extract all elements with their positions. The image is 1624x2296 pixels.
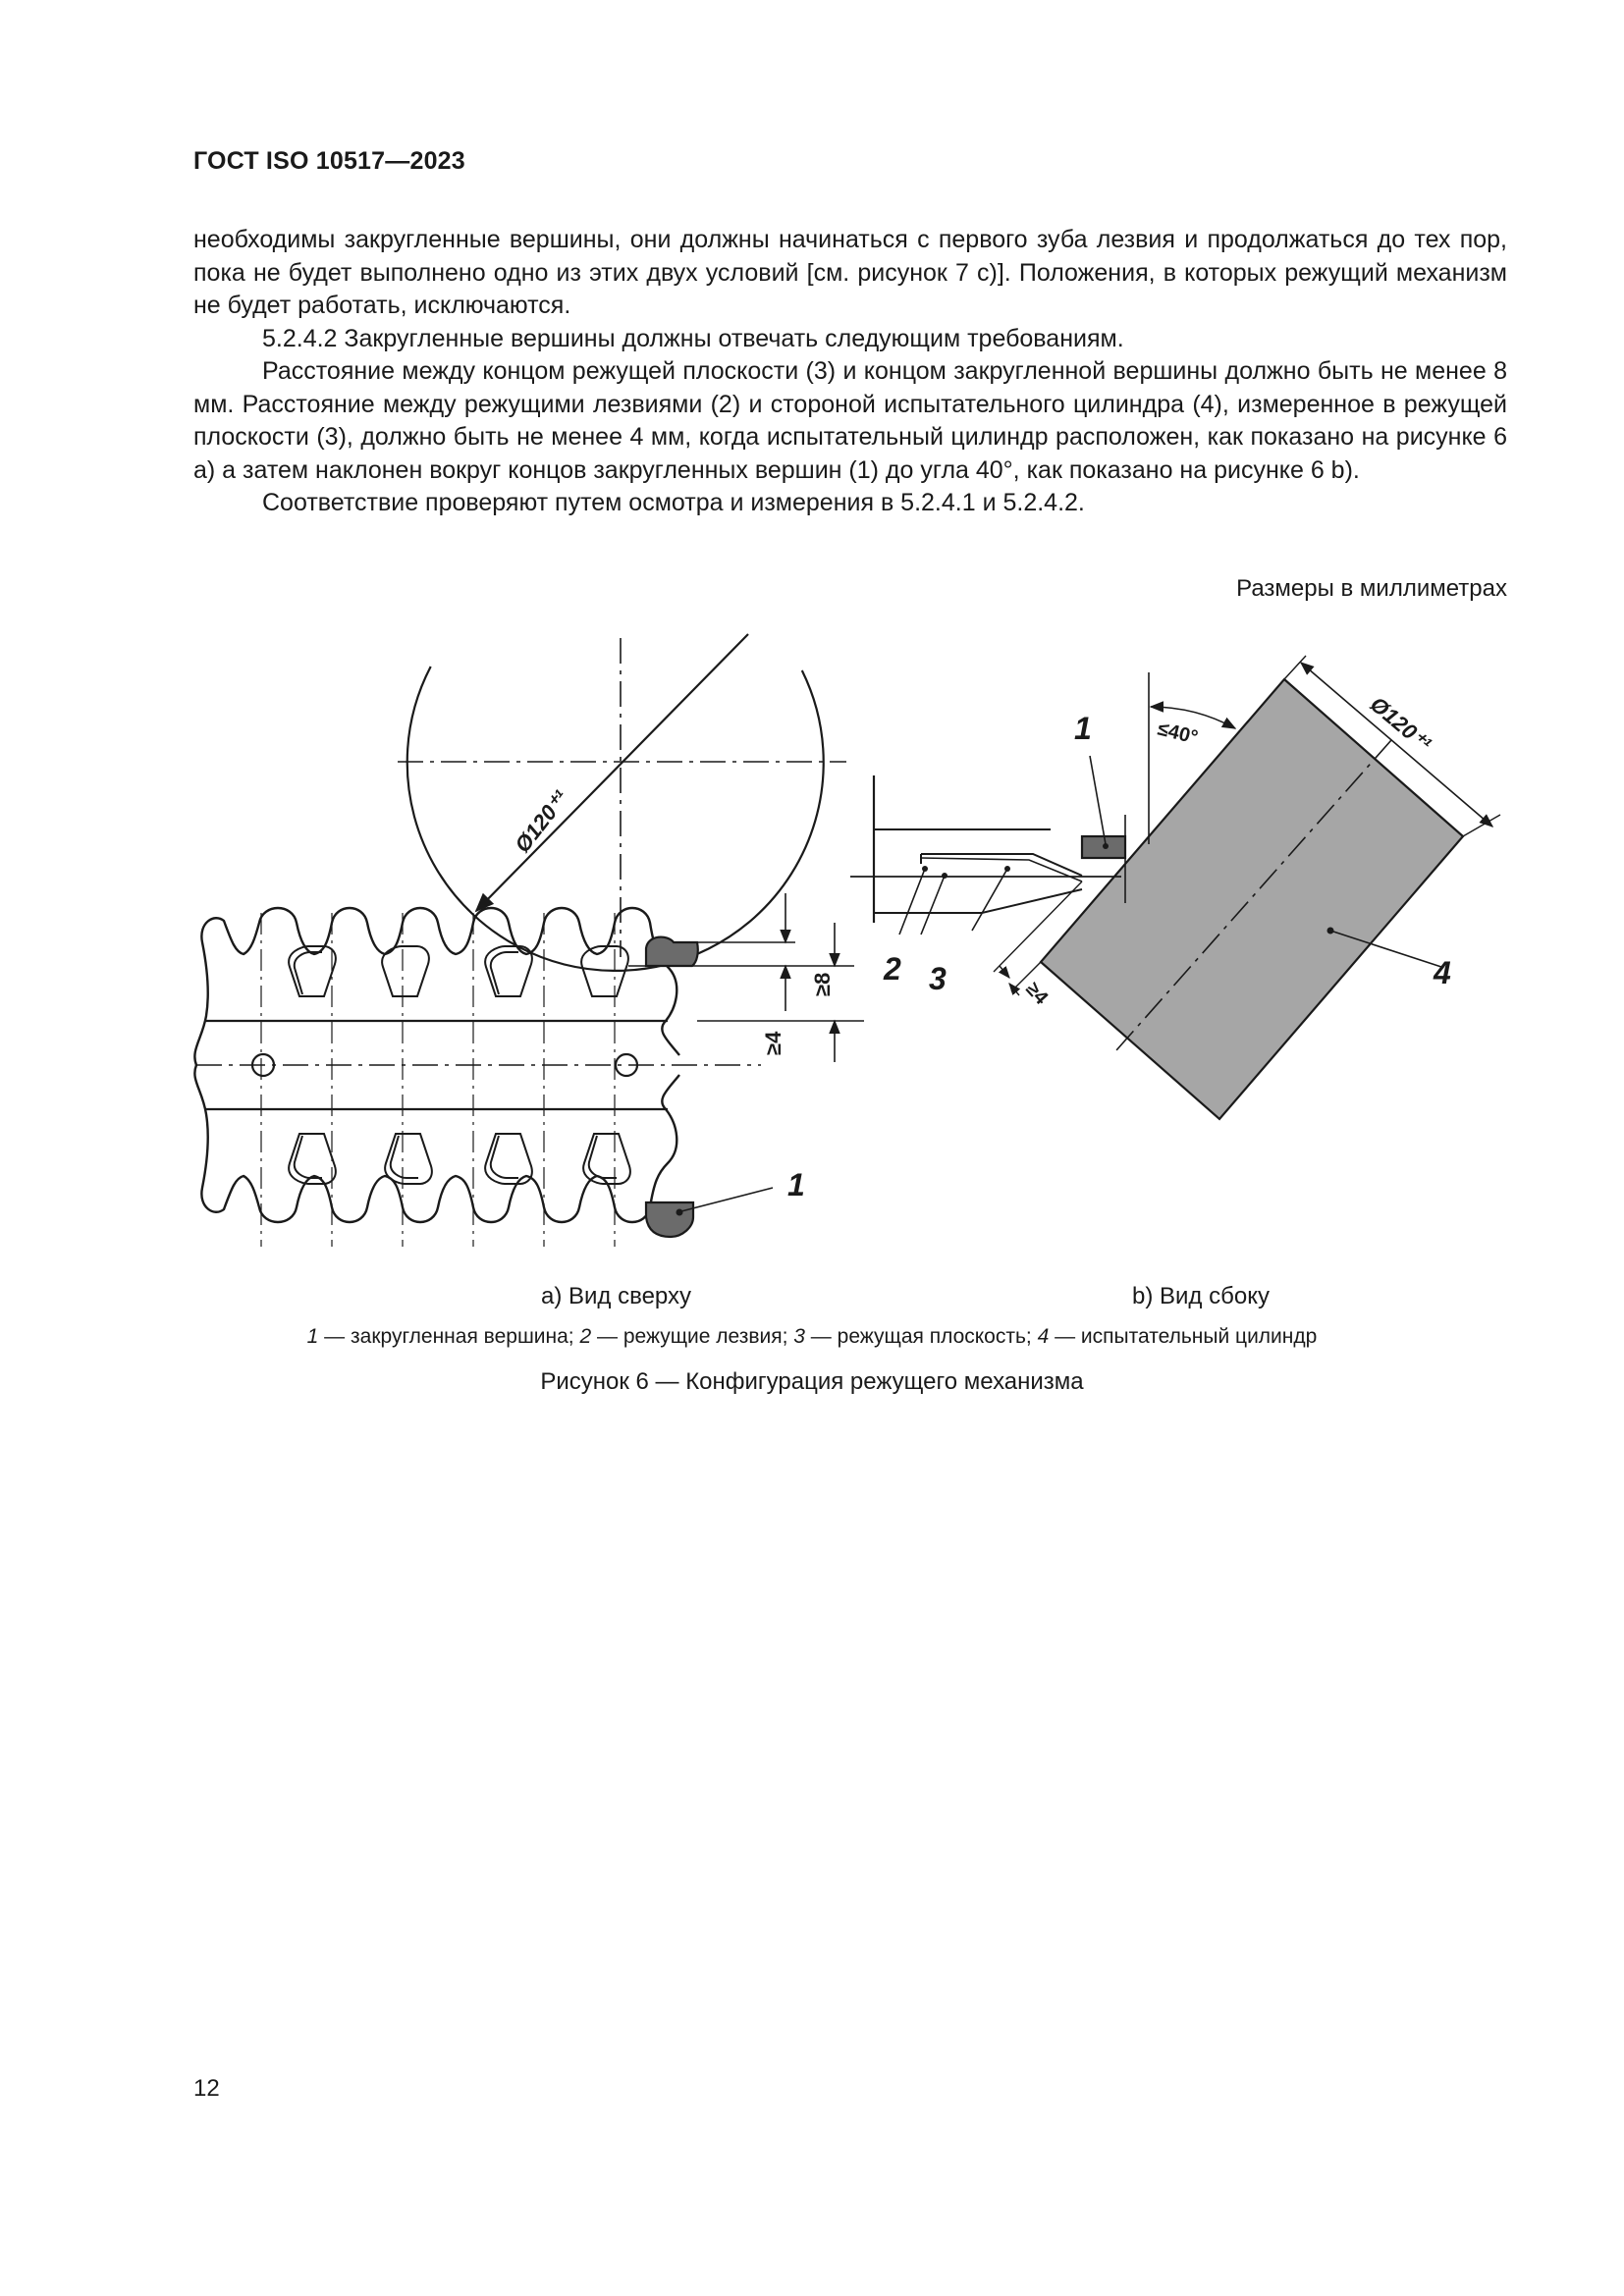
diameter-label-a: Ø120⁺¹	[510, 785, 573, 858]
legend-text-4: — испытательный цилиндр	[1049, 1325, 1318, 1348]
legend-text-1: — закругленная вершина;	[318, 1325, 580, 1348]
dim-4-label-b: ≥4	[1021, 978, 1053, 1009]
angle-label: ≤40°	[1155, 718, 1201, 749]
rounded-tip-lower	[646, 1202, 693, 1237]
paragraph: необходимы закругленные вершины, они должны начинаться с первого зуба лезвия и продолжаться до тех пор, пока не будет выполнено одно из этих двух условий [см. рисунок 7 с)]. Положения, в которых режущий механизм не будет работать, исключаются.	[193, 226, 1507, 319]
callout-4: 4	[1434, 955, 1451, 990]
diameter-label-b: Ø120⁺¹	[1365, 691, 1436, 757]
callout-3: 3	[929, 961, 947, 996]
body-text	[193, 224, 1507, 520]
legend-num-1: 1	[306, 1325, 319, 1348]
legend-num-3: 3	[793, 1325, 805, 1348]
callout-1-view-a: 1	[787, 1167, 805, 1202]
paragraph: 5.2.4.2 Закругленные вершины должны отвечать следующим требованиям.	[262, 324, 1124, 352]
legend-num-4: 4	[1037, 1325, 1050, 1348]
paragraph: Расстояние между концом режущей плоскости (3) и концом закругленной вершины должно быть не менее 8 мм. Расстояние между режущими лезвиями (2) и стороной испытательного цилиндра (4), измеренное в режущей плоскости (3), должно быть не менее 4 мм, когда испытательный цилиндр расположен, как показано на рисунке 6 а) а затем наклонен вокруг концов закругленных вершин (1) до угла 40°, как показано на рисунке 6 b).	[193, 357, 1507, 484]
test-cylinder-rect	[1041, 679, 1463, 1119]
view-a-top	[194, 634, 864, 1247]
diameter-line-a	[476, 634, 748, 911]
caption-view-a: a) Вид сверху	[541, 1283, 691, 1309]
callout-2: 2	[884, 951, 901, 987]
dim-8-label: ≥8	[810, 972, 835, 996]
paragraph: Соответствие проверяют путем осмотра и измерения в 5.2.4.1 и 5.2.4.2.	[262, 489, 1085, 516]
units-note: Размеры в миллиметрах	[1236, 575, 1507, 602]
legend-num-2: 2	[579, 1325, 592, 1348]
legend-text-3: — режущая плоскость;	[804, 1325, 1038, 1348]
caption-view-b: b) Вид сбоку	[1132, 1283, 1270, 1309]
dim-4-label-a: ≥4	[761, 1031, 785, 1055]
document-header: ГОСТ ISO 10517—2023	[193, 147, 465, 175]
figure-6-drawing	[187, 618, 1522, 1266]
blade-outline	[194, 908, 679, 1065]
legend-text-2: — режущие лезвия;	[591, 1325, 794, 1348]
page-number: 12	[193, 2075, 220, 2102]
rounded-tip-upper	[646, 937, 698, 966]
test-cylinder-circle	[407, 667, 824, 971]
figure-title: Рисунок 6 — Конфигурация режущего механизма	[540, 1368, 1084, 1395]
callout-1-view-b: 1	[1074, 711, 1092, 746]
figure-legend	[0, 1325, 1624, 1349]
